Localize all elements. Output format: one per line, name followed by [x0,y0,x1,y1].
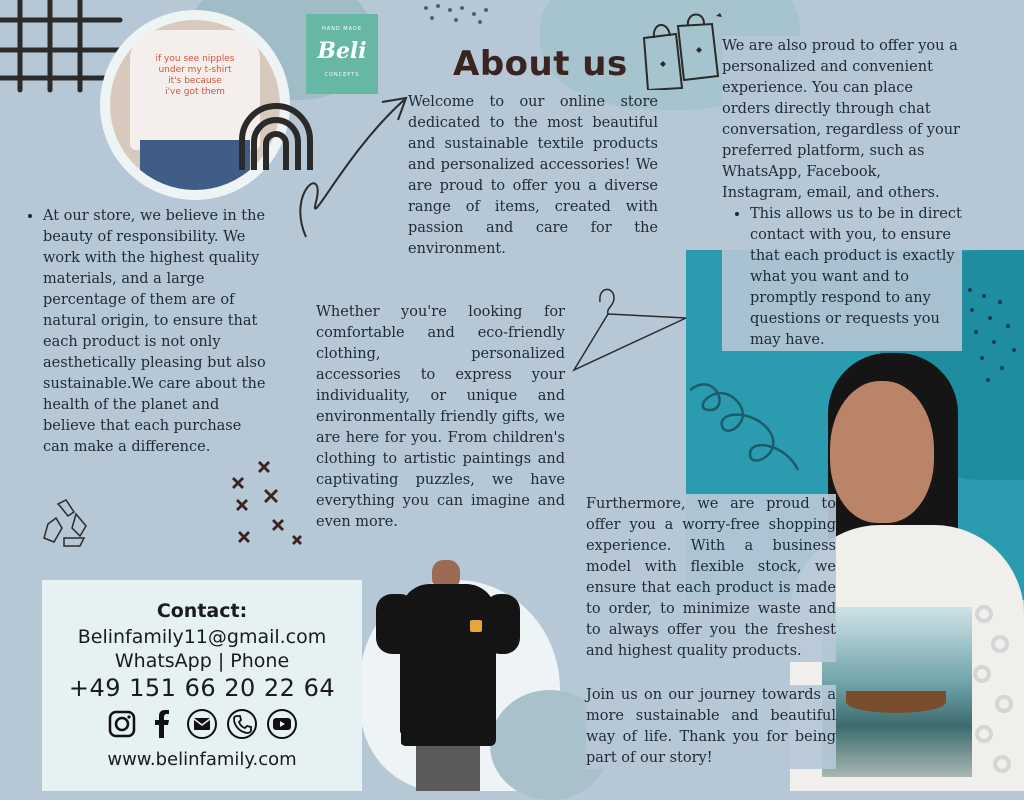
youtube-icon[interactable] [266,708,298,740]
crosses-doodle [230,455,310,555]
personal-experience-text: We are also proud to offer you a personalized and convenient experience. You can place orders directly through chat conversation, regardless of your preferred platform, such as WhatsApp, Facebook, Instagram, email, and others. [722,38,960,201]
contact-box [42,580,362,791]
offer-text: Whether you're looking for comfortable and eco-friendly clothing, personalized accessories to express your individuality, or unique and environmentally friendly gifts, we are here for you. From children's clothing to artistic paintings and captivating puzzles, we have everything you can imagine and even more. [316,304,565,530]
intro-text: Welcome to our online store dedicated to the most beautiful and sustainable textile products and personalized accessories! We are proud to offer you a diverse range of items, created with passion and care for the environment. [408,94,658,257]
brand-logo [306,14,378,94]
journey-text: Join us on our journey towards a more sustainable and beautiful way of life. Thank you for being part of our story! [586,685,836,769]
logo-top-text: HAND MADE [321,26,363,32]
contact-email[interactable]: Belinfamily11@gmail.com [77,626,327,648]
email-icon[interactable] [186,708,218,740]
worry-free-text: Furthermore, we are proud to offer you a worry-free shopping experience. With a business model with flexible stock, we ensure that each product is made to order, to minimize waste and to always offer you the freshest and highest quality products. [586,494,836,662]
shirt-line-1: if you see nipples [155,54,235,64]
dots-doodle [420,0,510,30]
rings-doodle [968,600,1024,790]
social-icons [106,708,298,740]
contact-website[interactable]: www.belinfamily.com [107,749,297,770]
recycle-icon [40,498,92,548]
bars-doodle [364,680,404,780]
contact-channels: WhatsApp | Phone [114,650,290,672]
contact-heading: Contact: [156,600,248,622]
responsibility-text: • At our store, we believe in the beauty of responsibility. We work with the highest quality materials, and a large percentage of them are of natural origin, to ensure that each product is not only aesthetically pleasing but also sustainable.We care about the health of the planet and believe that each purchase can make a difference. [43,206,271,458]
arrow-doodle [286,92,416,242]
personal-experience-section [722,36,962,351]
logo-bottom-text: CONCEPTS [324,72,360,78]
responsibility-section [25,206,271,458]
shirt-line-4: i've got them [165,87,225,97]
instagram-icon[interactable] [106,708,138,740]
facebook-icon[interactable] [146,708,178,740]
contact-phone[interactable]: +49 151 66 20 22 64 [68,674,336,702]
shirt-line-3: it's because [168,76,222,86]
logo-text: Beli [317,38,367,64]
hanger-doodle [570,282,690,374]
phone-icon[interactable] [226,708,258,740]
direct-contact-text: • This allows us to be in direct contact with you, to ensure that each product is exactly what you want and to promptly respond to any questions or requests you may have. [750,204,962,351]
page-title: About us [453,44,628,84]
shirt-line-2: under my t-shirt [158,65,232,75]
shopping-bags-icon [638,10,728,90]
